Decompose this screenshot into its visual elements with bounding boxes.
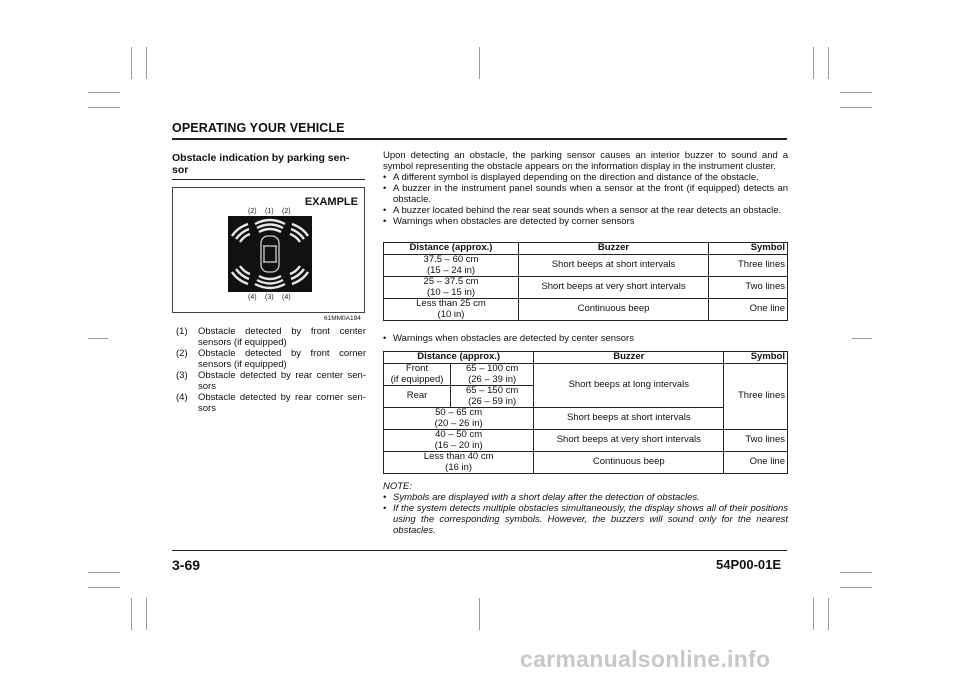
legend-text: Obstacle detected by rear center sen-sors xyxy=(198,370,366,392)
table-header-row xyxy=(384,352,788,364)
figure-callout-bottom-right: (4) xyxy=(282,294,291,301)
example-label: EXAMPLE xyxy=(304,196,358,208)
bullet-mark: • xyxy=(383,216,387,227)
buzzer-cell: Short beeps at very short intervals xyxy=(534,430,724,452)
distance-metric: 25 – 37.5 cm xyxy=(423,276,479,287)
distance-cell xyxy=(384,452,534,474)
buzzer-cell: Short beeps at short intervals xyxy=(519,255,709,277)
table-header-row xyxy=(384,243,788,255)
bullet-item xyxy=(383,172,788,183)
distance-imperial: (10 – 15 in) xyxy=(426,286,476,298)
body-text xyxy=(383,150,788,227)
bullet-text: A buzzer located behind the rear seat sounds when a sensor at the rear detects an obstacle. xyxy=(393,205,782,216)
bullet-mark: • xyxy=(383,492,387,503)
crop-mark xyxy=(813,598,814,630)
buzzer-cell: Short beeps at long intervals xyxy=(534,364,724,408)
note-item xyxy=(383,503,788,536)
crop-mark xyxy=(479,598,480,630)
buzzer-cell: Continuous beep xyxy=(534,452,724,474)
crop-mark xyxy=(88,338,108,339)
distance-metric: Less than 25 cm xyxy=(416,298,486,309)
distance-imperial: (20 – 26 in) xyxy=(434,417,483,429)
figure-callout-top-right: (2) xyxy=(282,208,291,215)
document-code: 54P00-01E xyxy=(716,557,782,572)
distance-cell xyxy=(451,386,534,408)
distance-imperial: (16 – 20 in) xyxy=(434,439,483,451)
legend-item xyxy=(176,326,366,348)
crop-mark xyxy=(131,47,132,79)
crop-mark xyxy=(840,572,872,573)
buzzer-cell: Continuous beep xyxy=(519,299,709,321)
crop-mark xyxy=(840,107,872,108)
distance-metric: Less than 40 cm xyxy=(423,451,494,462)
bullet-mark: • xyxy=(383,503,387,514)
crop-mark xyxy=(146,598,147,630)
table-row xyxy=(384,452,788,474)
figure-callout-bottom-center: (3) xyxy=(265,294,274,301)
section-rule xyxy=(172,179,365,180)
crop-mark xyxy=(88,572,120,573)
bullet-mark: • xyxy=(383,172,387,183)
page-number: 3-69 xyxy=(172,557,201,573)
bullet-text: A different symbol is displayed depending on the direction and distance of the obstacle. xyxy=(393,172,759,183)
legend-item xyxy=(176,392,366,414)
crop-mark xyxy=(828,598,829,630)
crop-mark xyxy=(828,47,829,79)
symbol-cell: One line xyxy=(709,299,788,321)
note-text: Symbols are displayed with a short delay after the detection of obstacles. xyxy=(393,492,700,503)
crop-mark xyxy=(479,47,480,79)
distance-imperial: (26 – 39 in) xyxy=(468,373,517,385)
crop-mark xyxy=(88,107,120,108)
legend-number: (1) xyxy=(176,326,188,337)
column-header-symbol: Symbol xyxy=(724,352,788,364)
bullet-text: A buzzer in the instrument panel sounds when a sensor at the front (if equipped) detects an obstacle. xyxy=(393,183,788,205)
crop-mark xyxy=(88,587,120,588)
distance-metric: 65 – 150 cm xyxy=(466,385,519,396)
distance-cell xyxy=(384,430,534,452)
parking-sensor-display xyxy=(228,216,312,292)
note-label: NOTE: xyxy=(383,481,413,492)
crop-mark xyxy=(813,47,814,79)
note-text: If the system detects multiple obstacles simultaneously, the display shows all of their positions using the corresponding symbols. However, the buzzers will sound only for the nearest obstacles. xyxy=(393,503,788,536)
footer-rule xyxy=(172,550,787,551)
bullet-text: Warnings when obstacles are detected by corner sensors xyxy=(393,216,635,227)
note-block xyxy=(383,481,788,536)
column-header-distance: Distance (approx.) xyxy=(384,243,519,255)
legend-number: (3) xyxy=(176,370,188,381)
crop-mark xyxy=(852,338,872,339)
distance-metric: 50 – 65 cm xyxy=(435,407,483,418)
position-cell xyxy=(384,364,451,386)
figure-callout-bottom-left: (4) xyxy=(248,294,257,301)
figure-legend xyxy=(176,326,366,414)
legend-item xyxy=(176,370,366,392)
crop-mark xyxy=(840,92,872,93)
distance-metric: 37.5 – 60 cm xyxy=(423,254,479,265)
column-header-distance: Distance (approx.) xyxy=(384,352,534,364)
distance-cell xyxy=(384,408,534,430)
buzzer-cell: Short beeps at short intervals xyxy=(534,408,724,430)
column-header-buzzer: Buzzer xyxy=(534,352,724,364)
symbol-cell: Two lines xyxy=(724,430,788,452)
distance-cell xyxy=(384,299,519,321)
legend-text: Obstacle detected by rear corner sen-sors xyxy=(198,392,366,414)
symbol-cell: Two lines xyxy=(709,277,788,299)
distance-imperial: (10 in) xyxy=(437,308,465,320)
center-sensor-table xyxy=(383,351,788,474)
position-note: (if equipped) xyxy=(390,373,444,385)
distance-metric: 40 – 50 cm xyxy=(435,429,483,440)
legend-text: Obstacle detected by front center sensors (if equipped) xyxy=(198,326,366,348)
bullet-item xyxy=(383,205,788,216)
crop-mark xyxy=(131,598,132,630)
header-rule xyxy=(172,138,787,140)
figure-callout-top-left: (2) xyxy=(248,208,257,215)
symbol-cell: Three lines xyxy=(724,364,788,430)
note-item xyxy=(383,492,788,503)
corner-sensor-table xyxy=(383,242,788,321)
symbol-cell: One line xyxy=(724,452,788,474)
legend-number: (4) xyxy=(176,392,188,403)
table-row xyxy=(384,430,788,452)
section-title: Obstacle indication by parking sen- sor xyxy=(172,152,350,176)
crop-mark xyxy=(88,92,120,93)
bullet-item xyxy=(383,216,788,227)
example-figure xyxy=(172,187,365,313)
buzzer-cell: Short beeps at very short intervals xyxy=(519,277,709,299)
bullet-item xyxy=(383,333,788,344)
bullet-text: Warnings when obstacles are detected by center sensors xyxy=(393,333,634,344)
distance-cell xyxy=(384,277,519,299)
table-row xyxy=(384,299,788,321)
intro-paragraph: Upon detecting an obstacle, the parking sensor causes an interior buzzer to sound and a symbol representing the obstacle appears on the information display in the instrument cluster. xyxy=(383,150,788,172)
bullet-mark: • xyxy=(383,205,387,216)
column-header-symbol: Symbol xyxy=(709,243,788,255)
column-header-buzzer: Buzzer xyxy=(519,243,709,255)
table-row xyxy=(384,364,788,386)
position-cell: Rear xyxy=(384,386,451,408)
page-header-title: OPERATING YOUR VEHICLE xyxy=(172,121,345,135)
bullet-mark: • xyxy=(383,333,387,344)
distance-imperial: (16 in) xyxy=(445,461,473,473)
bullet-mark: • xyxy=(383,183,387,194)
legend-number: (2) xyxy=(176,348,188,359)
distance-imperial: (26 – 59 in) xyxy=(468,395,517,407)
distance-metric: 65 – 100 cm xyxy=(466,363,519,374)
crop-mark xyxy=(146,47,147,79)
table-row xyxy=(384,255,788,277)
distance-cell xyxy=(384,255,519,277)
symbol-cell: Three lines xyxy=(709,255,788,277)
site-watermark: carmanualsonline.info xyxy=(520,646,771,672)
legend-text: Obstacle detected by front corner sensors (if equipped) xyxy=(198,348,366,370)
distance-imperial: (15 – 24 in) xyxy=(426,264,476,276)
legend-item xyxy=(176,348,366,370)
distance-cell xyxy=(451,364,534,386)
position-label: Front xyxy=(405,363,429,374)
crop-mark xyxy=(840,587,872,588)
figure-id: 61MM0A194 xyxy=(324,315,361,322)
bullet-item xyxy=(383,183,788,205)
table-row xyxy=(384,277,788,299)
figure-callout-top-center: (1) xyxy=(265,208,274,215)
